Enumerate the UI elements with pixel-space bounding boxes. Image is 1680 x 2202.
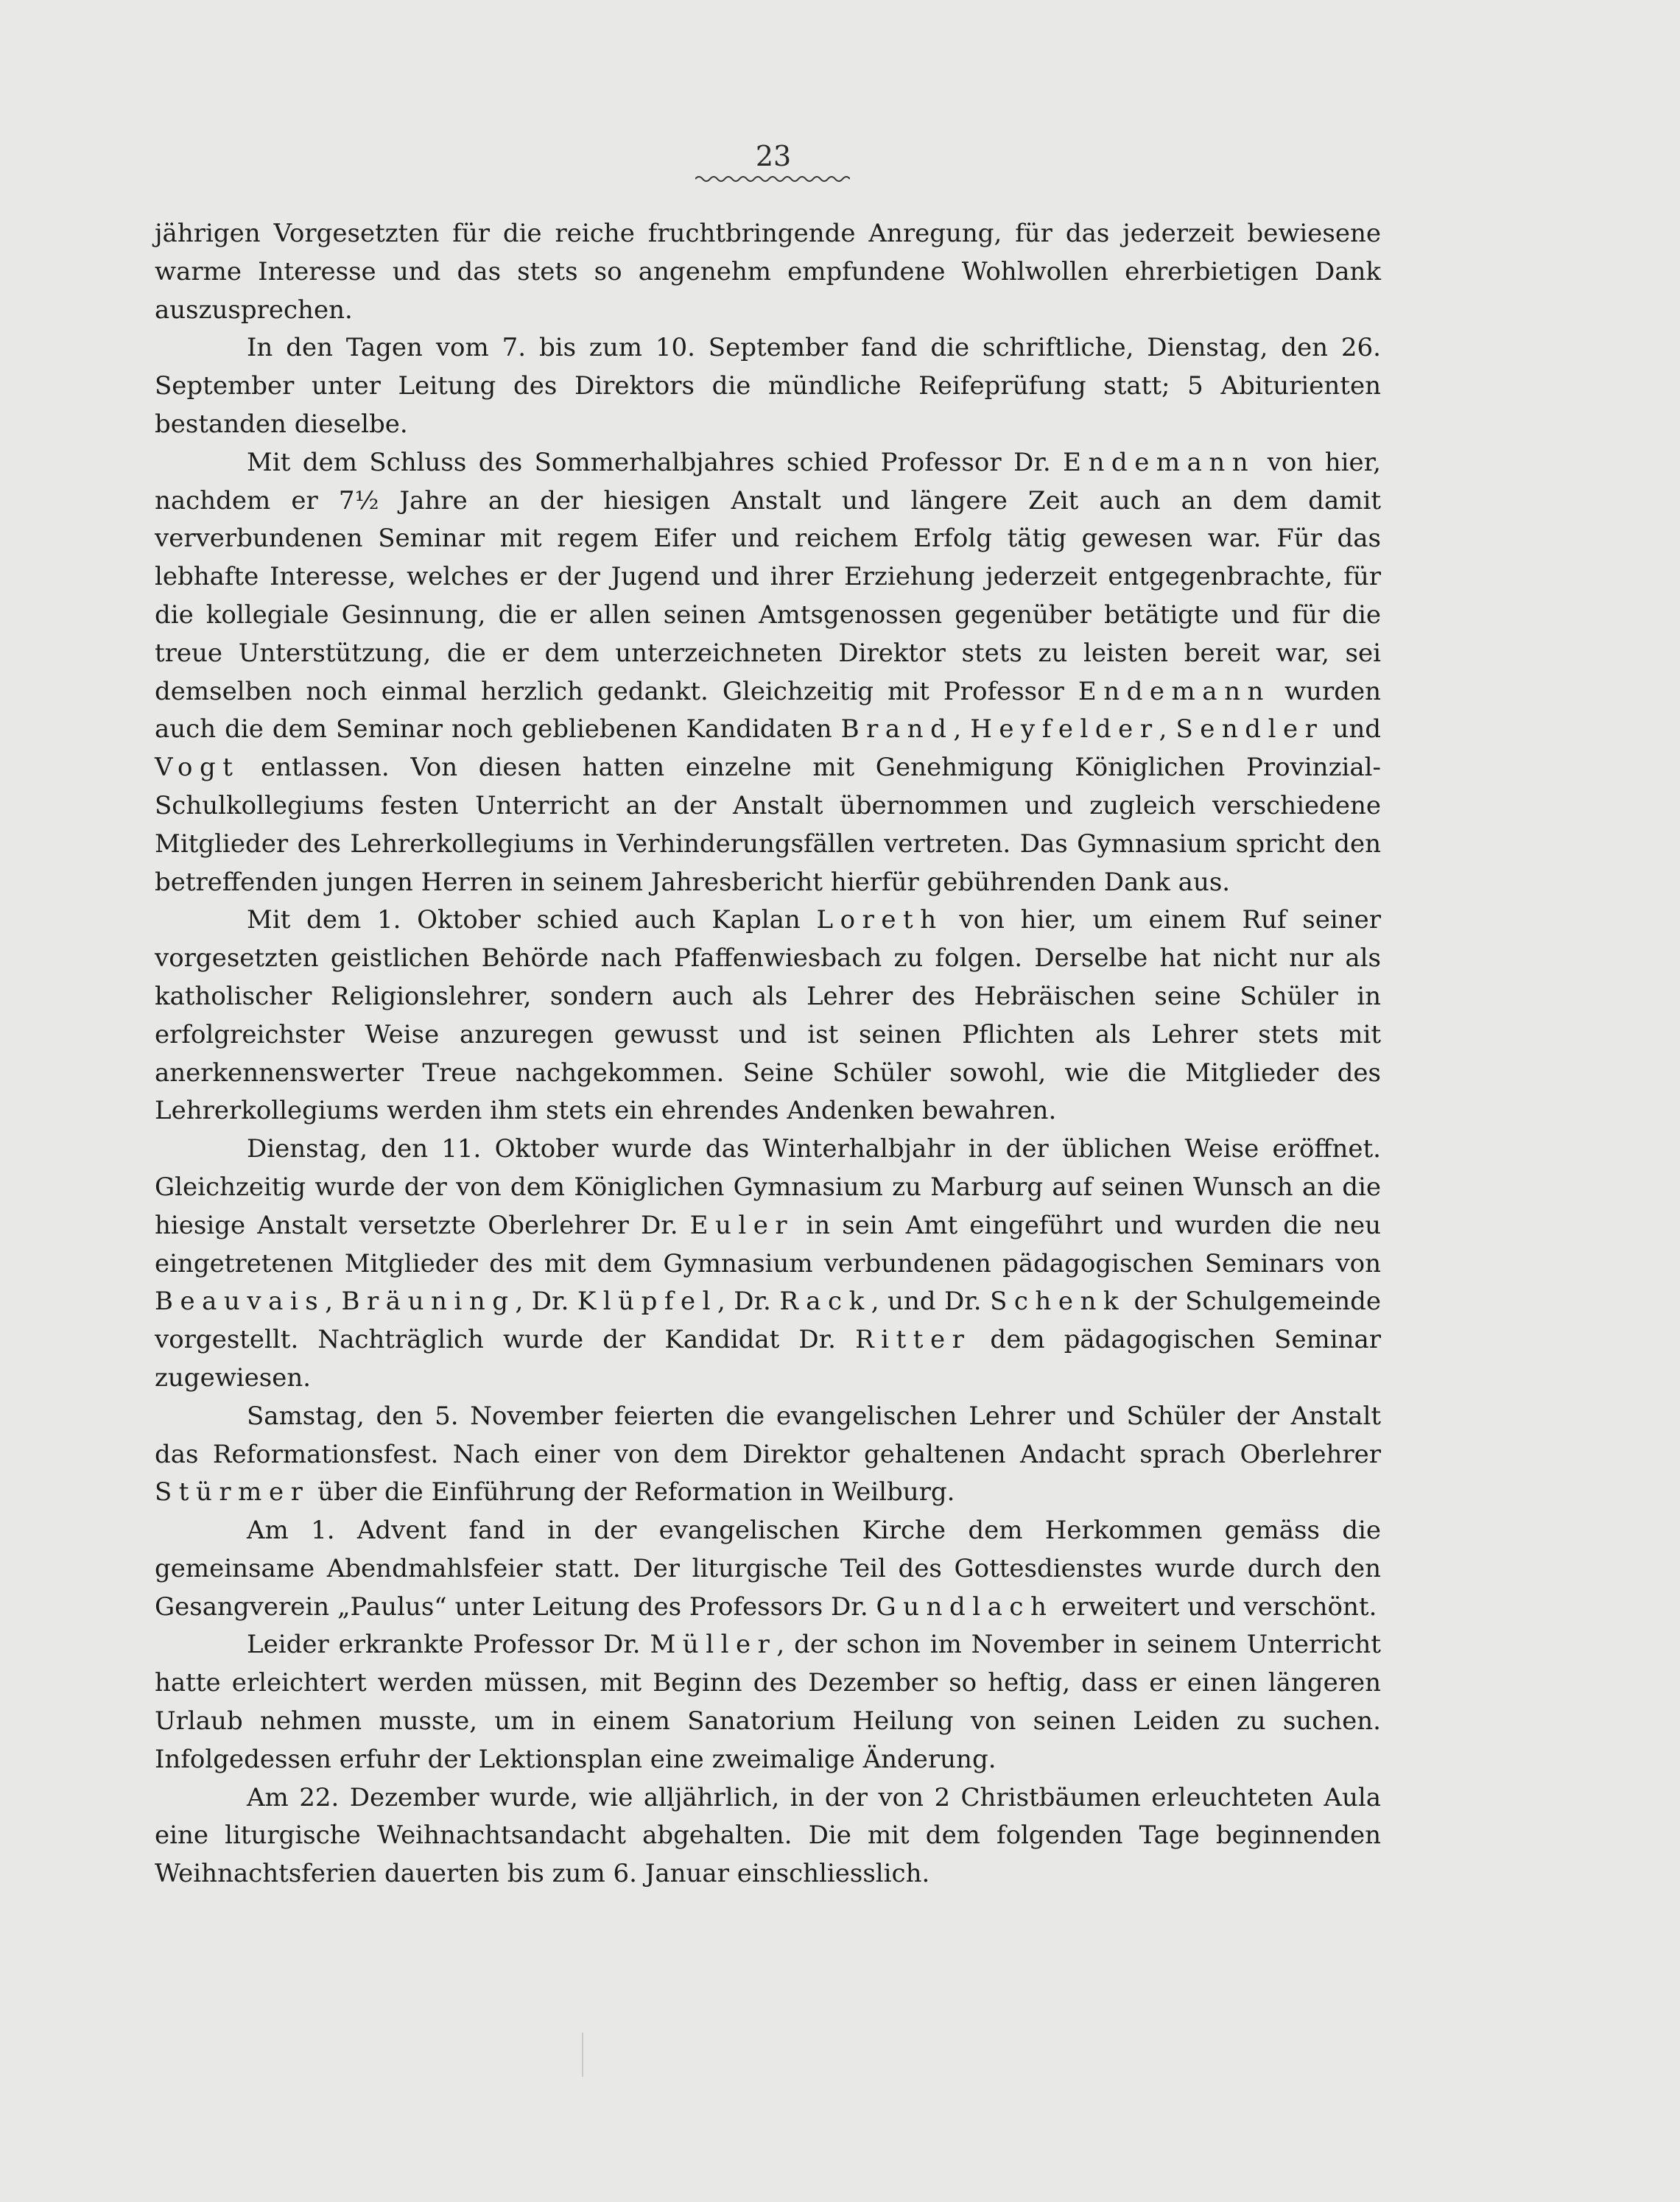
text-run: von hier, um einem Ruf seiner vorgesetzten geistlichen Behörde nach Pfaffenwiesbach zu folgen. Derselbe hat nicht nur als katholischer Religionslehrer, sondern auch als Lehrer des Hebräischen seine Schüler in erfolgreichster Weise anzuregen gewusst und ist seinen Pflichten als Lehrer stets mit anerkennenswerter Treue nachgekommen. Seine Schüler sowohl, wie die Mitglieder des Lehrerkollegiums werden ihm stets ein ehrendes Andenken bewahren.	[155, 905, 1381, 1126]
text-run: über die Einführung der Reformation in Weilburg.	[309, 1477, 955, 1508]
text-run: Leider erkrankte Professor Dr.	[247, 1630, 650, 1660]
text-run: Dienstag, den 11. Oktober wurde das Winterhalbjahr in der üblichen Weise eröffnet. Gleichzeitig wurde der von dem Königlichen Gymnasium zu Marburg auf seinen Wunsch an die hiesige Anstalt versetzte Oberlehrer Dr.	[155, 1134, 1381, 1240]
text-run: , Dr.	[515, 1287, 577, 1317]
spaced-name: Rack	[779, 1287, 871, 1317]
text-run: der Schulgemeinde vorgestellt. Nachträglich wurde der Kandidat Dr.	[155, 1287, 1382, 1355]
spaced-name: Gundlach	[876, 1591, 1054, 1622]
paragraph	[155, 1130, 1381, 1398]
text-run: ,	[325, 1287, 342, 1317]
spaced-name: Sendler	[1175, 714, 1324, 745]
paragraph	[155, 444, 1381, 902]
margin-mark	[582, 2033, 583, 2077]
wavy-rule-ornament	[695, 174, 850, 184]
spaced-name: Klüpfel	[577, 1287, 718, 1317]
spaced-name: Schenk	[990, 1287, 1126, 1317]
spaced-name: Brand	[840, 714, 954, 745]
spaced-name: Ritter	[855, 1325, 971, 1355]
text-run: ,	[953, 714, 971, 745]
spaced-name: Endemann	[1078, 676, 1270, 706]
spaced-name: Müller	[650, 1630, 777, 1660]
spaced-name: Heyfelder	[970, 714, 1159, 745]
text-run: In den Tagen vom 7. bis zum 10. September fand die schriftliche, Dienstag, den 26. September unter Leitung des Direktors die mündliche Reifeprüfung statt; 5 Abiturienten bestanden dieselbe.	[155, 333, 1381, 439]
paragraph	[155, 1512, 1381, 1626]
spaced-name: Euler	[689, 1210, 795, 1240]
text-run: Mit dem Schluss des Sommerhalbjahres schied Professor Dr.	[247, 447, 1064, 477]
text-run: in sein Amt eingeführt und wurden die neu eingetretenen Mitglieder des mit dem Gymnasium verbundenen pädagogischen Seminars von	[155, 1210, 1381, 1278]
text-run: , und Dr.	[871, 1287, 991, 1317]
text-run: Samstag, den 5. November feierten die evangelischen Lehrer und Schüler der Anstalt das Reformationsfest. Nach einer von dem Direktor gehaltenen Andacht sprach Oberlehrer	[155, 1401, 1381, 1469]
text-run: , der schon im November in seinem Unterricht hatte erleichtert werden müssen, mit Beginn des Dezember so heftig, dass er einen längeren Urlaub nehmen musste, um in einem Sanatorium Heilung von seinen Leiden zu suchen. Infolgedessen erfuhr der Lektionsplan eine zweimalige Änderung.	[155, 1630, 1381, 1774]
text-run: entlassen. Von diesen hatten einzelne mit Genehmigung Königlichen Provinzial-Schulkollegiums festen Unterricht an der Anstalt übernommen und zugleich verschiedene Mitglieder des Lehrerkollegiums in Verhinderungsfällen vertreten. Das Gymnasium spricht den betreffenden jungen Herren in seinem Jahresbericht hierfür gebührenden Dank aus.	[155, 753, 1381, 897]
text-run: Mit dem 1. Oktober schied auch Kaplan	[247, 905, 817, 935]
paragraph	[155, 901, 1381, 1130]
spaced-name: Beauvais	[155, 1287, 326, 1317]
paragraph	[155, 1779, 1381, 1893]
text-run: , Dr.	[717, 1287, 780, 1317]
paragraph	[155, 329, 1381, 443]
spaced-name: Endemann	[1063, 447, 1256, 477]
body-text	[155, 215, 1381, 1893]
spaced-name: Stürmer	[155, 1477, 310, 1508]
text-run: jährigen Vorgesetzten für die reiche fruchtbringende Anregung, für das jederzeit bewiesene warme Interesse und das stets so angenehm empfundene Wohlwollen ehrerbietigen Dank auszusprechen.	[155, 219, 1381, 325]
spaced-name: Vogt	[155, 753, 240, 783]
text-run: wurden auch die dem Seminar noch gebliebenen Kandidaten	[155, 676, 1382, 745]
text-run: dem pädagogischen Seminar zugewiesen.	[155, 1325, 1381, 1393]
text-run: Am 1. Advent fand in der evangelischen Kirche dem Herkommen gemäss die gemeinsame Abendmahlsfeier statt. Der liturgische Teil des Gottesdienstes wurde durch den Gesangverein „Paulus“ unter Leitung des Professors Dr.	[155, 1516, 1381, 1622]
text-run: Am 22. Dezember wurde, wie alljährlich, in der von 2 Christbäumen erleuchteten Aula eine liturgische Weihnachtsandacht abgehalten. Die mit dem folgenden Tage beginnenden Weihnachtsferien dauerten bis zum 6. Januar einschliesslich.	[155, 1782, 1381, 1889]
text-run: ,	[1159, 714, 1176, 745]
spaced-name: Loreth	[816, 905, 943, 935]
paragraph	[155, 215, 1381, 329]
paragraph	[155, 1626, 1381, 1779]
page-number: 23	[755, 140, 792, 172]
text-run: erweitert und verschönt.	[1053, 1591, 1377, 1622]
text-run: von hier, nachdem er 7½ Jahre an der hiesigen Anstalt und längere Zeit auch an dem damit ververbundenen Seminar mit regem Eifer und reichem Erfolg tätig gewesen war. Für das lebhafte Interesse, welches er der Jugend und ihrer Erziehung jederzeit entgegenbrachte, für die kollegiale Gesinnung, die er allen seinen Amtsgenossen gegenüber betätigte und für die treue Unterstützung, die er dem unterzeichneten Direktor stets zu leisten bereit war, sei demselben noch einmal herzlich gedankt. Gleichzeitig mit Professor	[155, 447, 1381, 706]
paragraph	[155, 1398, 1381, 1512]
text-run: und	[1324, 714, 1381, 745]
spaced-name: Bräuning	[341, 1287, 516, 1317]
